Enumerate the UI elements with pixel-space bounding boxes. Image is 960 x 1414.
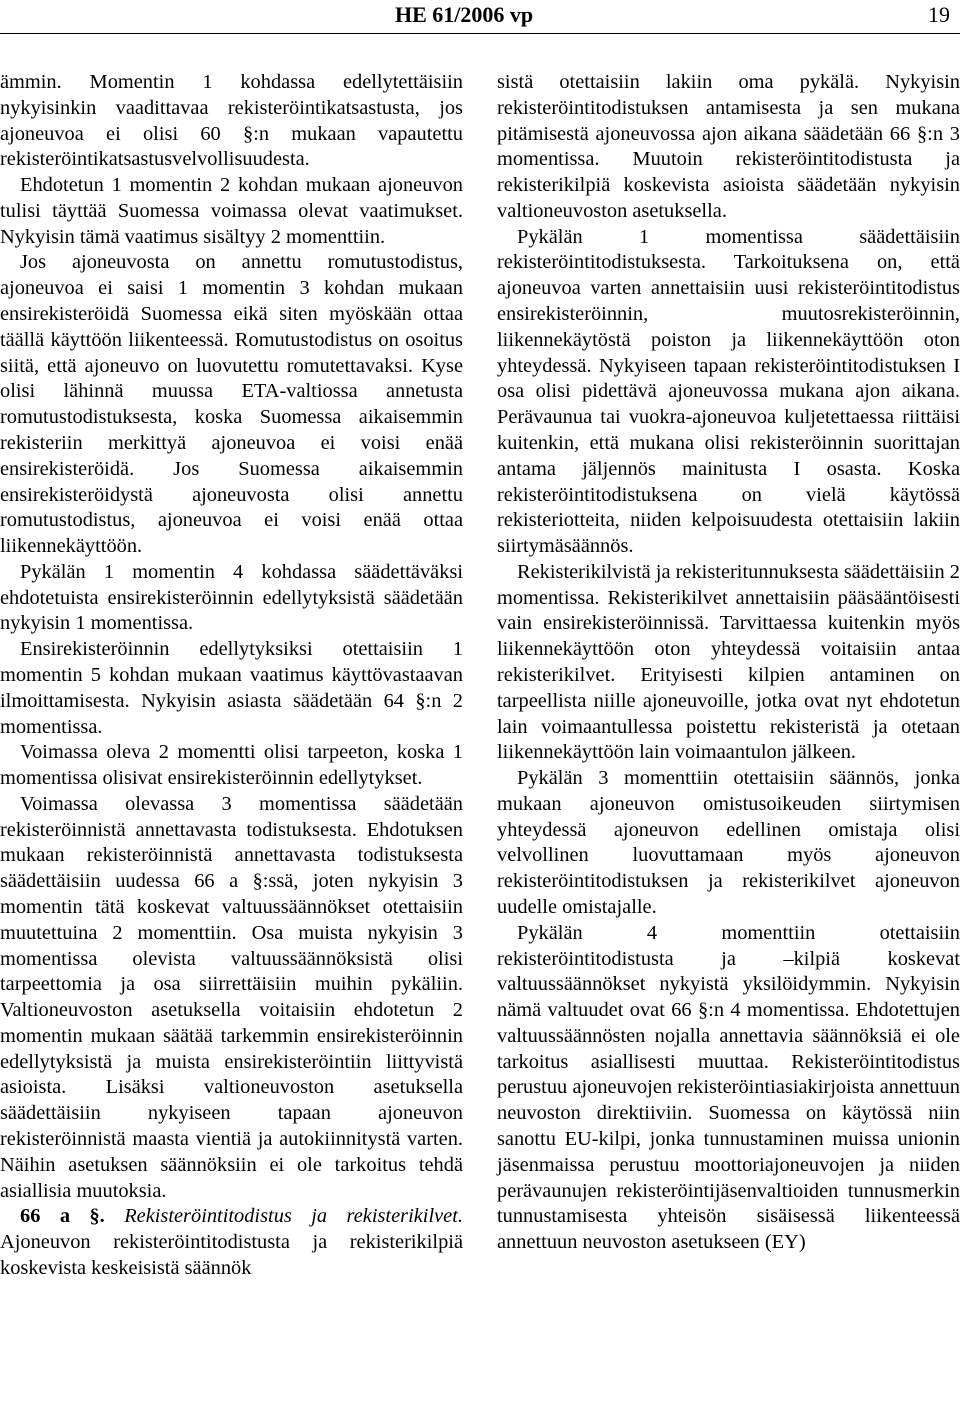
page-number: 19	[928, 2, 950, 27]
paragraph: Voimassa oleva 2 momentti olisi tarpeeton, koska 1 momentissa olisivat ensirekisteröinnin edellytykset.	[0, 741, 463, 790]
paragraph: Ensirekisteröinnin edellytyksiksi otettaisiin 1 momentin 5 kohdan mukaan vaatimus käyttövastaavan ilmoittamisesta. Nykyisin asiasta säädetään 64 §:n 2 momentissa.	[0, 638, 463, 738]
paragraph: ämmin. Momentin 1 kohdassa edellytettäisiin nykyisinkin vaadittavaa rekisteröintikatsastusta, jos ajoneuvoa ei olisi 60 §:n mukaan vapautettu rekisteröintikatsastusvelvollisuudesta.	[0, 71, 463, 171]
section-number: 66 a §.	[20, 1205, 105, 1228]
paragraph: Pykälän 1 momentissa säädettäisiin rekisteröintitodistuksesta. Tarkoituksena on, että ajoneuvoa varten annettaisiin uusi rekisteröintitodistus ensirekisteröinnin, muutosrekisteröinnin, liikennekäytöstä poiston ja liikennekäyttöön oton yhteydessä. Nykyiseen tapaan rekisteröintitodistuksen I osa olisi pidettävä ajoneuvossa mukana ajon aikana. Perävaunua tai vuokra-ajoneuvoa kuljetettaessa riittäisi kuitenkin, että mukana olisi rekisteröinnin suorittajan antama jäljennös mainitusta I osasta. Koska rekisteröintitodistuksena on vielä käytössä rekisteriotteita, niiden kelpoisuudesta otettaisiin lakiin siirtymäsäännös.	[497, 225, 960, 558]
document-id: HE 61/2006 vp	[395, 2, 534, 27]
section-title: Rekisteröintitodistus ja rekisterikilvet.	[124, 1205, 463, 1228]
left-column	[0, 70, 463, 1282]
paragraph: Pykälän 4 momenttiin otettaisiin rekisteröintitodistusta ja –kilpiä koskevat valtuussäännökset nykyistä yksilöidymmin. Nykyisin nämä valtuudet ovat 66 §:n 4 momentissa. Ehdotettujen valtuussäännösten nojalla annettavia säännöksiä ei ole tarkoitus asiallisesti muuttaa. Rekisteröintitodistus perustuu ajoneuvojen rekisteröintiasiakirjoista annettuun neuvoston direktiiviin. Suomessa on käytössä niin sanottu EU-kilpi, jonka tunnustaminen muissa unionin jäsenmaissa perustuu moottoriajoneuvojen ja niiden perävaunujen rekisteröintijäsenvaltioiden tunnusmerkin tunnustamisesta yhteisön sisäisessä liikenteessä annettuun neuvoston asetukseen (EY)	[497, 921, 960, 1254]
paragraph: Pykälän 3 momenttiin otettaisiin säännös, jonka mukaan ajoneuvon omistusoikeuden siirtymisen yhteydessä ajoneuvon edellinen omistaja olisi velvollinen luovuttamaan myös ajoneuvon rekisteröintitodistuksen ja rekisterikilvet ajoneuvon uudelle omistajalle.	[497, 767, 960, 918]
right-column	[497, 70, 960, 1256]
paragraph: Pykälän 1 momentin 4 kohdassa säädettäväksi ehdotetuista ensirekisteröinnin edellytyksistä säädetään nykyisin 1 momentissa.	[0, 560, 463, 635]
section-paragraph	[0, 1204, 463, 1281]
section-text: Ajoneuvon rekisteröintitodistusta ja rekisterikilpiä koskevista keskeisistä säännök	[0, 1231, 463, 1279]
paragraph: sistä otettaisiin lakiin oma pykälä. Nykyisin rekisteröintitodistuksen antamisesta ja sen mukana pitämisestä ajoneuvossa ajon aikana säädetään 66 §:n 3 momentissa. Muutoin rekisteröintitodistusta ja rekisterikilpiä koskevista asioista säädetään nykyisin valtioneuvoston asetuksella.	[497, 71, 960, 222]
header-rule	[0, 33, 960, 34]
paragraph: Voimassa olevassa 3 momentissa säädetään rekisteröinnistä annettavasta todistuksesta. Ehdotuksen mukaan rekisteröinnistä annettavasta todistuksesta säädettäisiin uudessa 66 a §:ssä, joten nykyisin 3 momentin tätä koskevat valtuussäännökset otettaisiin muutettuina 2 momenttiin. Osa muista nykyisin 3 momentissa olevista valtuussäännöksistä olisi tarpeettomia ja osa siirrettäisiin muihin pykäliin. Valtioneuvoston asetuksella voitaisiin ehdotetun 2 momentin mukaan säätää tarkemmin ensirekisteröinnin edellytyksistä ja muista ensirekisteröintiin liittyvistä asioista. Lisäksi valtioneuvoston asetuksella säädettäisiin nykyiseen tapaan ajoneuvon rekisteröinnistä maasta vientiä ja autokiinnitystä varten. Näihin asetuksen säännöksiin ei ole tarkoitus tehdä asiallisia muutoksia.	[0, 792, 463, 1202]
paragraph: Ehdotetun 1 momentin 2 kohdan mukaan ajoneuvon tulisi täyttää Suomessa voimassa olevat vaatimukset. Nykyisin tämä vaatimus sisältyy 2 momenttiin.	[0, 174, 463, 248]
paragraph: Rekisterikilvistä ja rekisteritunnuksesta säädettäisiin 2 momentissa. Rekisterikilvet annettaisiin pääsääntöisesti vain ensirekisteröinnissä. Tarvittaessa kuitenkin myös liikennekäyttöön oton yhteydessä voitaisiin antaa rekisterikilvet. Erityisesti kilpien antaminen on tarpeellista niille ajoneuvoille, jotka ovat nyt ehdotetun lain voimaantullessa poistettu rekisteristä ja otetaan liikennekäyttöön lain voimaantulon jälkeen.	[497, 560, 960, 764]
paragraph: Jos ajoneuvosta on annettu romutustodistus, ajoneuvoa ei saisi 1 momentin 3 kohdan mukaan ensirekisteröidä Suomessa eikä siten myöskään ottaa täällä käyttöön liikenteessä. Romutustodistus on osoitus siitä, että ajoneuvo on luovutettu romutettavaksi. Kyse olisi lähinnä muussa ETA-valtiossa annetusta romutustodistuksesta, koska Suomessa aikaisemmin rekisteriin merkittyä ajoneuvoa ei voisi enää ensirekisteröidä. Jos Suomessa aikaisemmin ensirekisteröidystä ajoneuvosta olisi annettu romutustodistus, ajoneuvoa ei voisi enää ottaa liikennekäyttöön.	[0, 251, 463, 558]
page-header	[0, 0, 960, 40]
